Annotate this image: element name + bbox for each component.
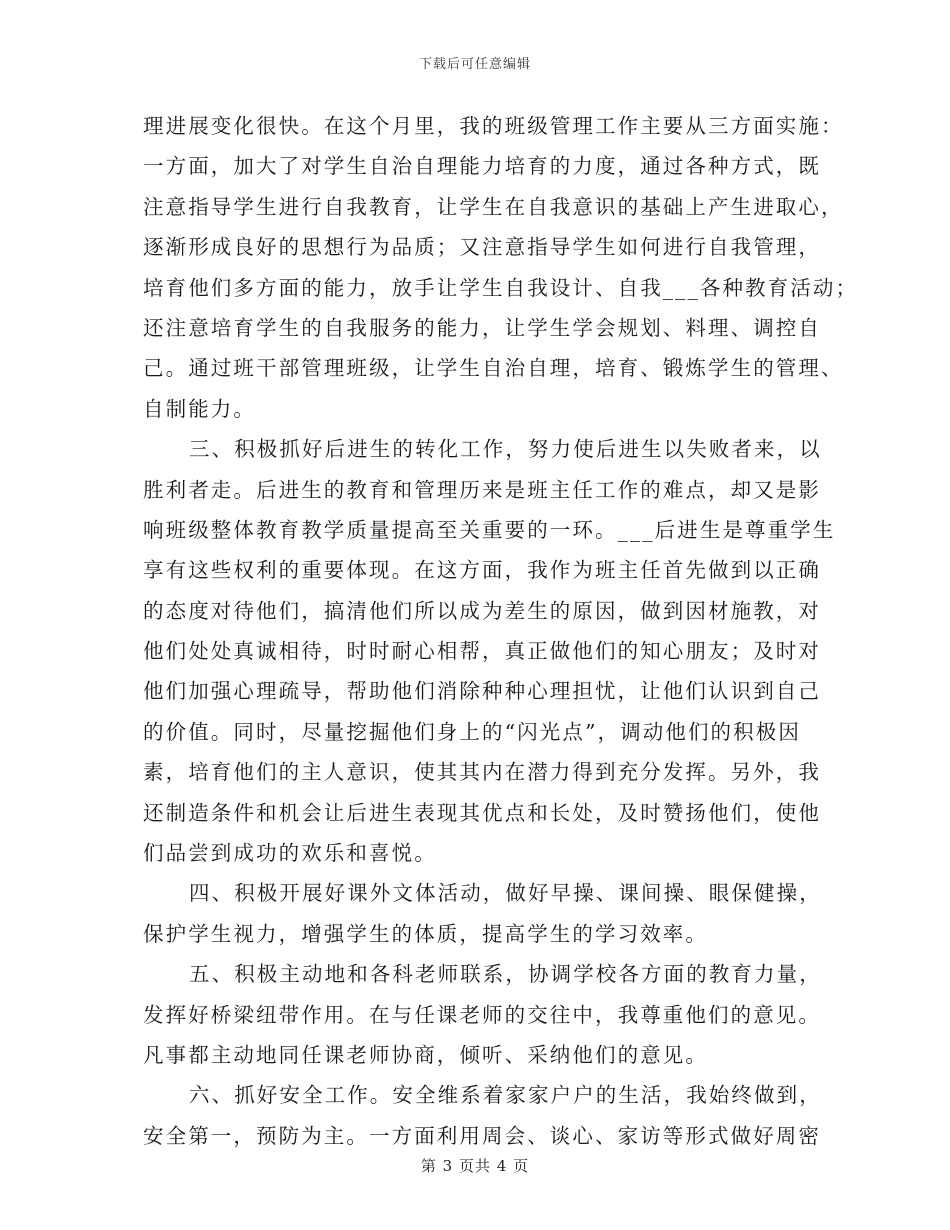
text-line: 凡事都主动地同任课老师协商，倾听、采纳他们的意见。 [143, 1042, 708, 1067]
text-line: 还注意培育学生的自我服务的能力，让学生学会规划、料理、调控自 [143, 315, 821, 340]
document-body [143, 106, 859, 1156]
text-line: 还制造条件和机会让后进生表现其优点和长处，及时赞扬他们，使他 [143, 800, 821, 825]
text-line: 己。通过班干部管理班级，让学生自治自理，培育、锻炼学生的管理、 [143, 356, 844, 381]
page-header: 下载后可任意编辑 [418, 57, 531, 72]
text-line: 的态度对待他们，搞清他们所以成为差生的原因，做到因材施教，对 [143, 598, 821, 623]
text-line: 享有这些权利的重要体现。在这方面，我作为班主任首先做到以正确 [143, 558, 821, 583]
paragraph-start-line: 五、积极主动地和各科老师联系，协调学校各方面的教育力量， [189, 962, 822, 987]
text-line: 素，培育他们的主人意识，使其其内在潜力得到充分发挥。另外，我 [143, 760, 821, 785]
text-line: 保护学生视力，增强学生的体质，提高学生的学习效率。 [143, 921, 708, 946]
text-line: 注意指导学生进行自我教育，让学生在自我意识的基础上产生进取心， [143, 194, 844, 219]
text-line: 他们处处真诚相待，时时耐心相帮，真正做他们的知心朋友；及时对 [143, 639, 821, 664]
paragraph-start-line: 六、抓好安全工作。安全维系着家家户户的生活，我始终做到， [189, 1083, 822, 1108]
text-line: 理进展变化很快。在这个月里，我的班级管理工作主要从三方面实施： [143, 114, 844, 138]
text-line: 响班级整体教育教学质量提高至关重要的一环。___后进生是尊重学生 [143, 517, 836, 542]
text-line: 一方面，加大了对学生自治自理能力培育的力度，通过各种方式，既 [143, 154, 821, 179]
text-line: 自制能力。 [143, 396, 256, 421]
text-line: 培育他们多方面的能力，放手让学生自我设计、自我___各种教育活动； [143, 275, 859, 300]
paragraph-start-line: 三、积极抓好后进生的转化工作，努力使后进生以失败者来，以 [189, 437, 822, 462]
page-number: 第 3 页共 4 页 [420, 1157, 530, 1175]
text-line: 他们加强心理疏导，帮助他们消除种种心理担忧，让他们认识到自己 [143, 679, 821, 704]
text-line: 逐渐形成良好的思想行为品质；又注意指导学生如何进行自我管理， [143, 235, 821, 260]
text-line: 胜利者走。后进生的教育和管理历来是班主任工作的难点，却又是影 [143, 477, 821, 502]
text-line: 发挥好桥梁纽带作用。在与任课老师的交往中，我尊重他们的意见。 [143, 1002, 821, 1027]
text-line: 的价值。同时，尽量挖掘他们身上的“闪光点”，调动他们的积极因 [143, 719, 801, 744]
paragraph-start-line: 四、积极开展好课外文体活动，做好早操、课间操、眼保健操， [189, 881, 822, 906]
text-line: 安全第一，预防为主。一方面利用周会、谈心、家访等形式做好周密 [143, 1123, 821, 1148]
text-line: 们品尝到成功的欢乐和喜悦。 [143, 841, 437, 866]
